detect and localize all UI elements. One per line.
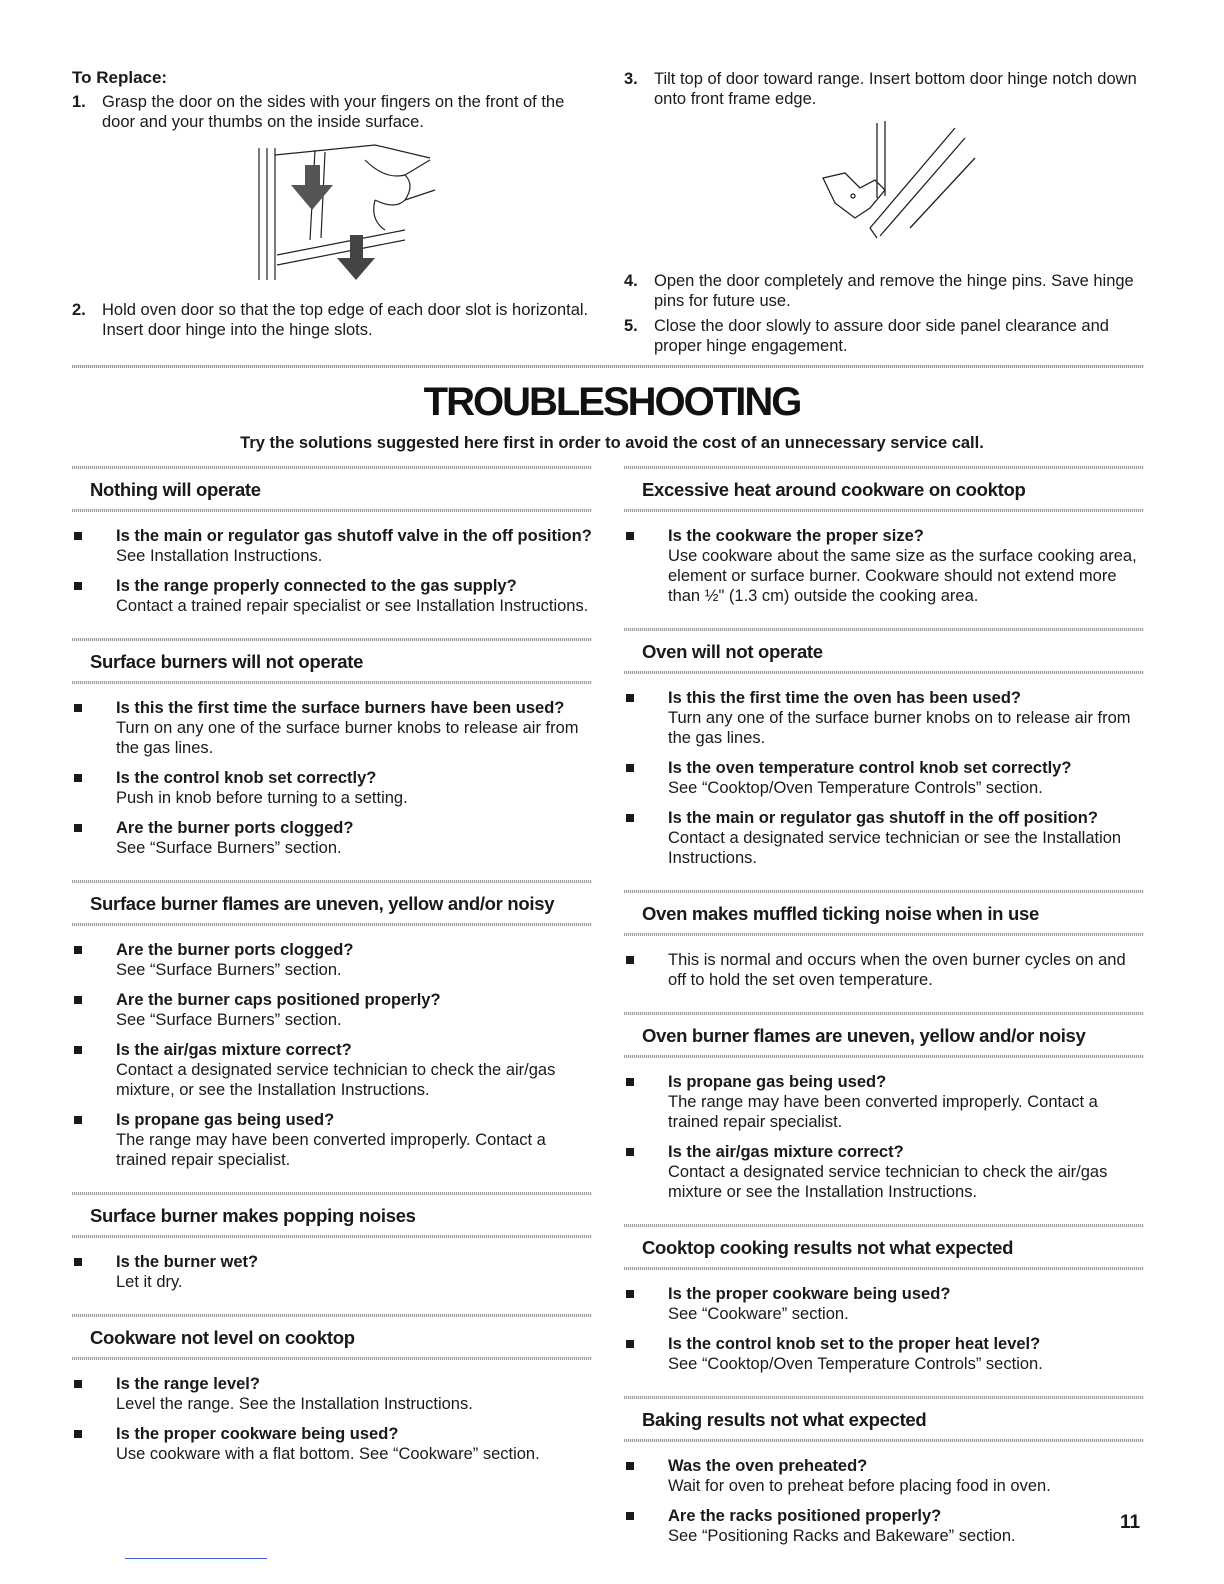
answer-text: Turn on any one of the surface burner knobs to release air from the gas lines. — [116, 719, 579, 757]
answer-text: This is normal and occurs when the oven burner cycles on and off to hold the set oven temperature. — [668, 951, 1126, 989]
answer-text: The range may have been converted improperly. Contact a trained repair specialist. — [668, 1093, 1098, 1131]
section-heading: Cookware not level on cooktop — [90, 1327, 355, 1348]
answer-text: Wait for oven to preheat before placing food in oven. — [668, 1477, 1051, 1495]
trouble-section — [72, 638, 592, 880]
section-heading: Cooktop cooking results not what expected — [642, 1237, 1014, 1258]
answer-text: Contact a designated service technician to check the air/gas mixture or see the Installation Instructions. — [668, 1163, 1108, 1201]
section-body — [624, 1270, 1144, 1396]
question-text: Are the burner ports clogged? — [116, 941, 354, 959]
page-title: TROUBLESHOOTING — [423, 380, 801, 424]
answer-text: Contact a trained repair specialist or see Installation Instructions. — [116, 597, 589, 615]
square-bullet-icon — [626, 694, 634, 702]
trouble-section — [624, 1012, 1144, 1224]
question-text: Is this the first time the oven has been used? — [668, 689, 1021, 707]
trouble-item — [72, 990, 592, 1030]
question-text: Is the air/gas mixture correct? — [668, 1143, 904, 1161]
trouble-item — [72, 940, 592, 980]
question-text: Are the burner ports clogged? — [116, 819, 354, 837]
step-text: Grasp the door on the sides with your fingers on the front of the door and your thumbs on the inside surface. — [102, 93, 565, 131]
square-bullet-icon — [74, 1380, 82, 1388]
trouble-item — [624, 950, 1144, 990]
section-body — [72, 1238, 592, 1314]
trouble-section — [72, 1314, 592, 1486]
square-bullet-icon — [74, 582, 82, 590]
section-heading: Surface burner makes popping noises — [90, 1205, 416, 1226]
answer-text: Turn any one of the surface burner knobs on to release air from the gas lines. — [668, 709, 1131, 747]
door-grasp-illustration — [255, 140, 445, 285]
step-number: 2. — [72, 301, 86, 319]
trouble-section — [624, 1396, 1144, 1568]
square-bullet-icon — [74, 532, 82, 540]
square-bullet-icon — [74, 1258, 82, 1266]
trouble-item — [624, 1072, 1144, 1132]
question-text: Are the racks positioned properly? — [668, 1507, 942, 1525]
square-bullet-icon — [626, 1078, 634, 1086]
trouble-item — [72, 1252, 592, 1292]
trouble-item — [72, 1424, 592, 1464]
section-body — [624, 936, 1144, 1012]
square-bullet-icon — [74, 1430, 82, 1438]
trouble-item — [624, 1284, 1144, 1324]
square-bullet-icon — [626, 532, 634, 540]
page-subtitle: Try the solutions suggested here first in order to avoid the cost of an unnecessary service call. — [240, 434, 984, 452]
question-text: Is the oven temperature control knob set correctly? — [668, 759, 1072, 777]
answer-text: See “Cookware” section. — [668, 1305, 849, 1323]
section-heading: Nothing will operate — [90, 479, 261, 500]
trouble-item — [72, 1110, 592, 1170]
question-text: Is the cookware the proper size? — [668, 527, 924, 545]
step-number: 3. — [624, 70, 638, 88]
replace-step-1 — [72, 92, 592, 132]
section-heading: Surface burner flames are uneven, yellow and/or noisy — [90, 893, 555, 914]
section-body — [72, 926, 592, 1192]
square-bullet-icon — [74, 1116, 82, 1124]
trouble-item — [72, 1374, 592, 1414]
question-text: Is the main or regulator gas shutoff in the off position? — [668, 809, 1098, 827]
step-text: Open the door completely and remove the hinge pins. Save hinge pins for future use. — [654, 272, 1134, 310]
question-text: Is the proper cookware being used? — [116, 1425, 399, 1443]
answer-text: See “Cooktop/Oven Temperature Controls” section. — [668, 779, 1043, 797]
square-bullet-icon — [626, 764, 634, 772]
question-text: Was the oven preheated? — [668, 1457, 868, 1475]
section-body — [624, 1442, 1144, 1568]
question-text: Is this the first time the surface burners have been used? — [116, 699, 565, 717]
question-text: Is the main or regulator gas shutoff valve in the off position? — [116, 527, 592, 545]
answer-text: See “Surface Burners” section. — [116, 839, 342, 857]
question-text: Is propane gas being used? — [116, 1111, 335, 1129]
section-heading: Oven will not operate — [642, 641, 823, 662]
answer-text: Contact a designated service technician to check the air/gas mixture, or see the Installation Instructions. — [116, 1061, 556, 1099]
replace-step-4 — [624, 271, 1144, 311]
square-bullet-icon — [626, 1148, 634, 1156]
step-number: 1. — [72, 93, 86, 111]
question-text: Is the range level? — [116, 1375, 260, 1393]
trouble-item — [72, 526, 592, 566]
trouble-item — [72, 768, 592, 808]
question-text: Are the burner caps positioned properly? — [116, 991, 441, 1009]
question-text: Is the control knob set correctly? — [116, 769, 377, 787]
answer-text: Push in knob before turning to a setting. — [116, 789, 408, 807]
trouble-item — [624, 1506, 1144, 1546]
section-heading: Surface burners will not operate — [90, 651, 364, 672]
trouble-section — [72, 466, 592, 638]
square-bullet-icon — [74, 774, 82, 782]
answer-text: See Installation Instructions. — [116, 547, 323, 565]
trouble-section — [624, 628, 1144, 890]
trouble-item — [624, 1334, 1144, 1374]
question-text: Is the proper cookware being used? — [668, 1285, 951, 1303]
section-body — [72, 684, 592, 880]
step-text: Tilt top of door toward range. Insert bottom door hinge notch down onto front frame edge. — [654, 70, 1137, 108]
question-text: Is the range properly connected to the gas supply? — [116, 577, 517, 595]
answer-text: Use cookware with a flat bottom. See “Cookware” section. — [116, 1445, 540, 1463]
answer-text: Let it dry. — [116, 1273, 183, 1291]
answer-text: Level the range. See the Installation Instructions. — [116, 1395, 473, 1413]
trouble-section — [72, 880, 592, 1192]
section-heading: Excessive heat around cookware on cooktop — [642, 479, 1026, 500]
trouble-section — [72, 1192, 592, 1314]
step-text: Close the door slowly to assure door side panel clearance and proper hinge engagement. — [654, 317, 1109, 355]
step-number: 4. — [624, 272, 638, 290]
question-text: Is the air/gas mixture correct? — [116, 1041, 352, 1059]
answer-text: See “Surface Burners” section. — [116, 961, 342, 979]
answer-text: See “Cooktop/Oven Temperature Controls” section. — [668, 1355, 1043, 1373]
question-text: Is the control knob set to the proper heat level? — [668, 1335, 1041, 1353]
trouble-item — [72, 818, 592, 858]
section-heading: Oven burner flames are uneven, yellow and/or noisy — [642, 1025, 1086, 1046]
step-number: 5. — [624, 317, 638, 335]
section-body — [624, 512, 1144, 628]
hinge-notch-illustration — [815, 118, 985, 258]
trouble-section — [624, 1224, 1144, 1396]
square-bullet-icon — [626, 956, 634, 964]
section-body — [72, 512, 592, 638]
answer-text: Use cookware about the same size as the surface cooking area, element or surface burner. Cookware should not extend more than ½" (1.3 cm) outside the cooking area. — [668, 547, 1137, 605]
question-text: Is propane gas being used? — [668, 1073, 887, 1091]
step-text: Hold oven door so that the top edge of each door slot is horizontal. Insert door hinge into the hinge slots. — [102, 301, 589, 339]
section-heading: Oven makes muffled ticking noise when in use — [642, 903, 1039, 924]
answer-text: See “Surface Burners” section. — [116, 1011, 342, 1029]
square-bullet-icon — [74, 1046, 82, 1054]
trouble-item — [624, 1456, 1144, 1496]
trouble-item — [624, 758, 1144, 798]
trouble-item — [72, 1040, 592, 1100]
square-bullet-icon — [74, 946, 82, 954]
replace-step-2 — [72, 300, 592, 340]
section-body — [72, 1360, 592, 1486]
trouble-item — [624, 526, 1144, 606]
trouble-item — [624, 1142, 1144, 1202]
right-column — [624, 466, 1144, 1568]
trouble-item — [72, 698, 592, 758]
square-bullet-icon — [626, 1512, 634, 1520]
replace-step-3 — [624, 69, 1144, 109]
trouble-section — [624, 890, 1144, 1012]
trouble-item — [624, 808, 1144, 868]
section-divider — [72, 365, 1144, 368]
to-replace-heading: To Replace: — [72, 68, 168, 87]
square-bullet-icon — [74, 704, 82, 712]
question-text: Is the burner wet? — [116, 1253, 259, 1271]
square-bullet-icon — [74, 824, 82, 832]
trouble-item — [72, 576, 592, 616]
square-bullet-icon — [626, 1340, 634, 1348]
answer-text: Contact a designated service technician or see the Installation Instructions. — [668, 829, 1122, 867]
square-bullet-icon — [626, 1290, 634, 1298]
left-column — [72, 466, 592, 1486]
section-body — [624, 674, 1144, 890]
replace-step-5 — [624, 316, 1144, 356]
square-bullet-icon — [74, 996, 82, 1004]
section-body — [624, 1058, 1144, 1224]
square-bullet-icon — [626, 814, 634, 822]
answer-text: The range may have been converted improperly. Contact a trained repair specialist. — [116, 1131, 546, 1169]
footer-rule — [125, 1558, 267, 1559]
square-bullet-icon — [626, 1462, 634, 1470]
trouble-section — [624, 466, 1144, 628]
answer-text: See “Positioning Racks and Bakeware” section. — [668, 1527, 1016, 1545]
section-heading: Baking results not what expected — [642, 1409, 927, 1430]
page-number: 11 — [1120, 1512, 1141, 1533]
trouble-item — [624, 688, 1144, 748]
